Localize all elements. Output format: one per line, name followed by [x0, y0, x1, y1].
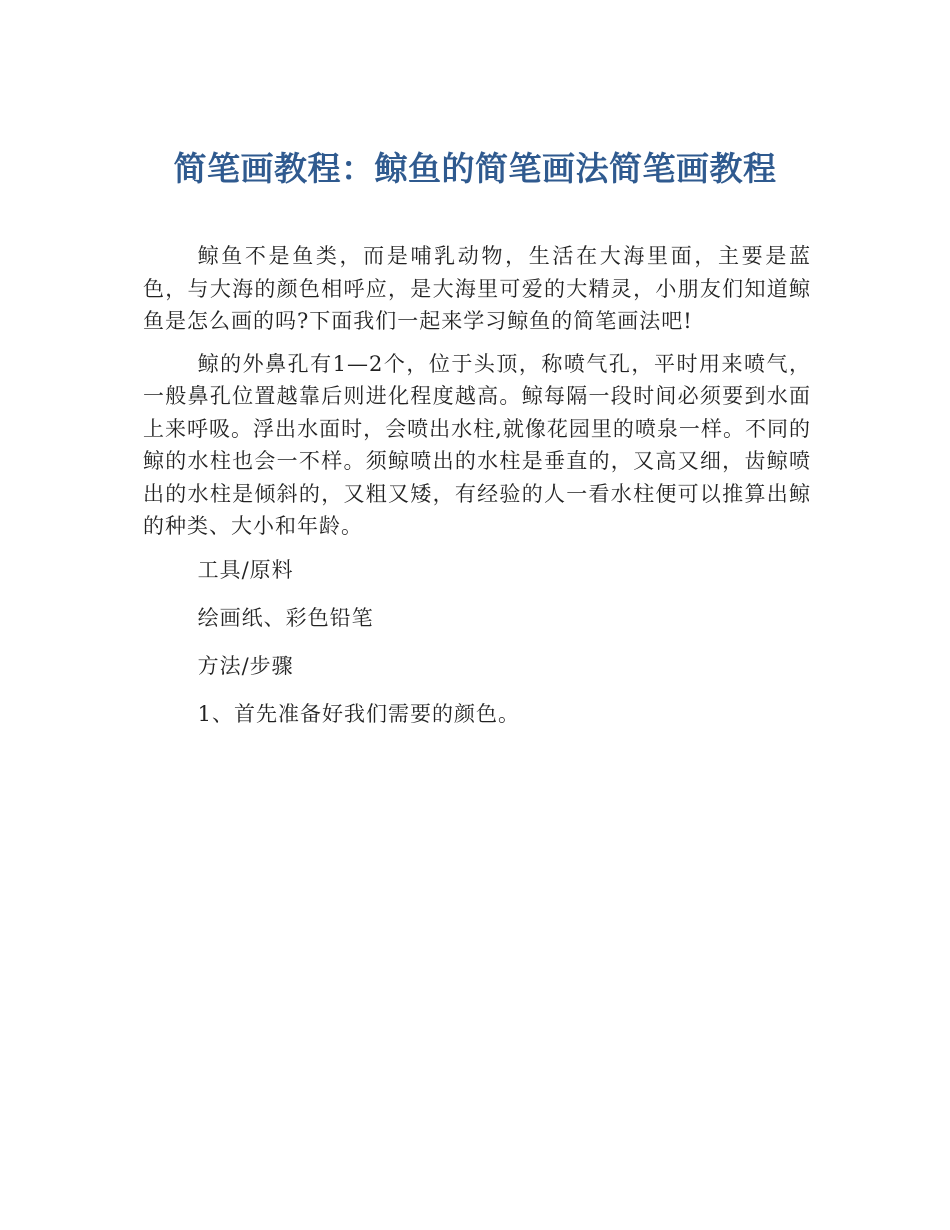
tools-list: 绘画纸、彩色铅笔	[197, 605, 374, 630]
method-heading: 方法/步骤	[197, 653, 294, 678]
document-body	[143, 240, 811, 745]
document-title: 简笔画教程：鲸鱼的简笔画法简笔画教程	[173, 149, 777, 188]
step-1: 1、首先准备好我们需要的颜色。	[197, 701, 520, 726]
blowhole-paragraph: 鲸的外鼻孔有1—2个，位于头顶，称喷气孔，平时用来喷气，一般鼻孔位置越靠后则进化程度越高。鲸每隔一段时间必须要到水面上来呼吸。浮出水面时，会喷出水柱,就像花园里的喷泉一样。不同的鲸的水柱也会一不样。须鲸喷出的水柱是垂直的，又高又细，齿鲸喷出的水柱是倾斜的，又粗又矮，有经验的人一看水柱便可以推算出鲸的种类、大小和年龄。	[143, 351, 811, 538]
intro-paragraph: 鲸鱼不是鱼类，而是哺乳动物，生活在大海里面，主要是蓝色，与大海的颜色相呼应，是大海里可爱的大精灵，小朋友们知道鲸鱼是怎么画的吗?下面我们一起来学习鲸鱼的简笔画法吧!	[143, 244, 811, 333]
tools-heading: 工具/原料	[197, 557, 294, 582]
